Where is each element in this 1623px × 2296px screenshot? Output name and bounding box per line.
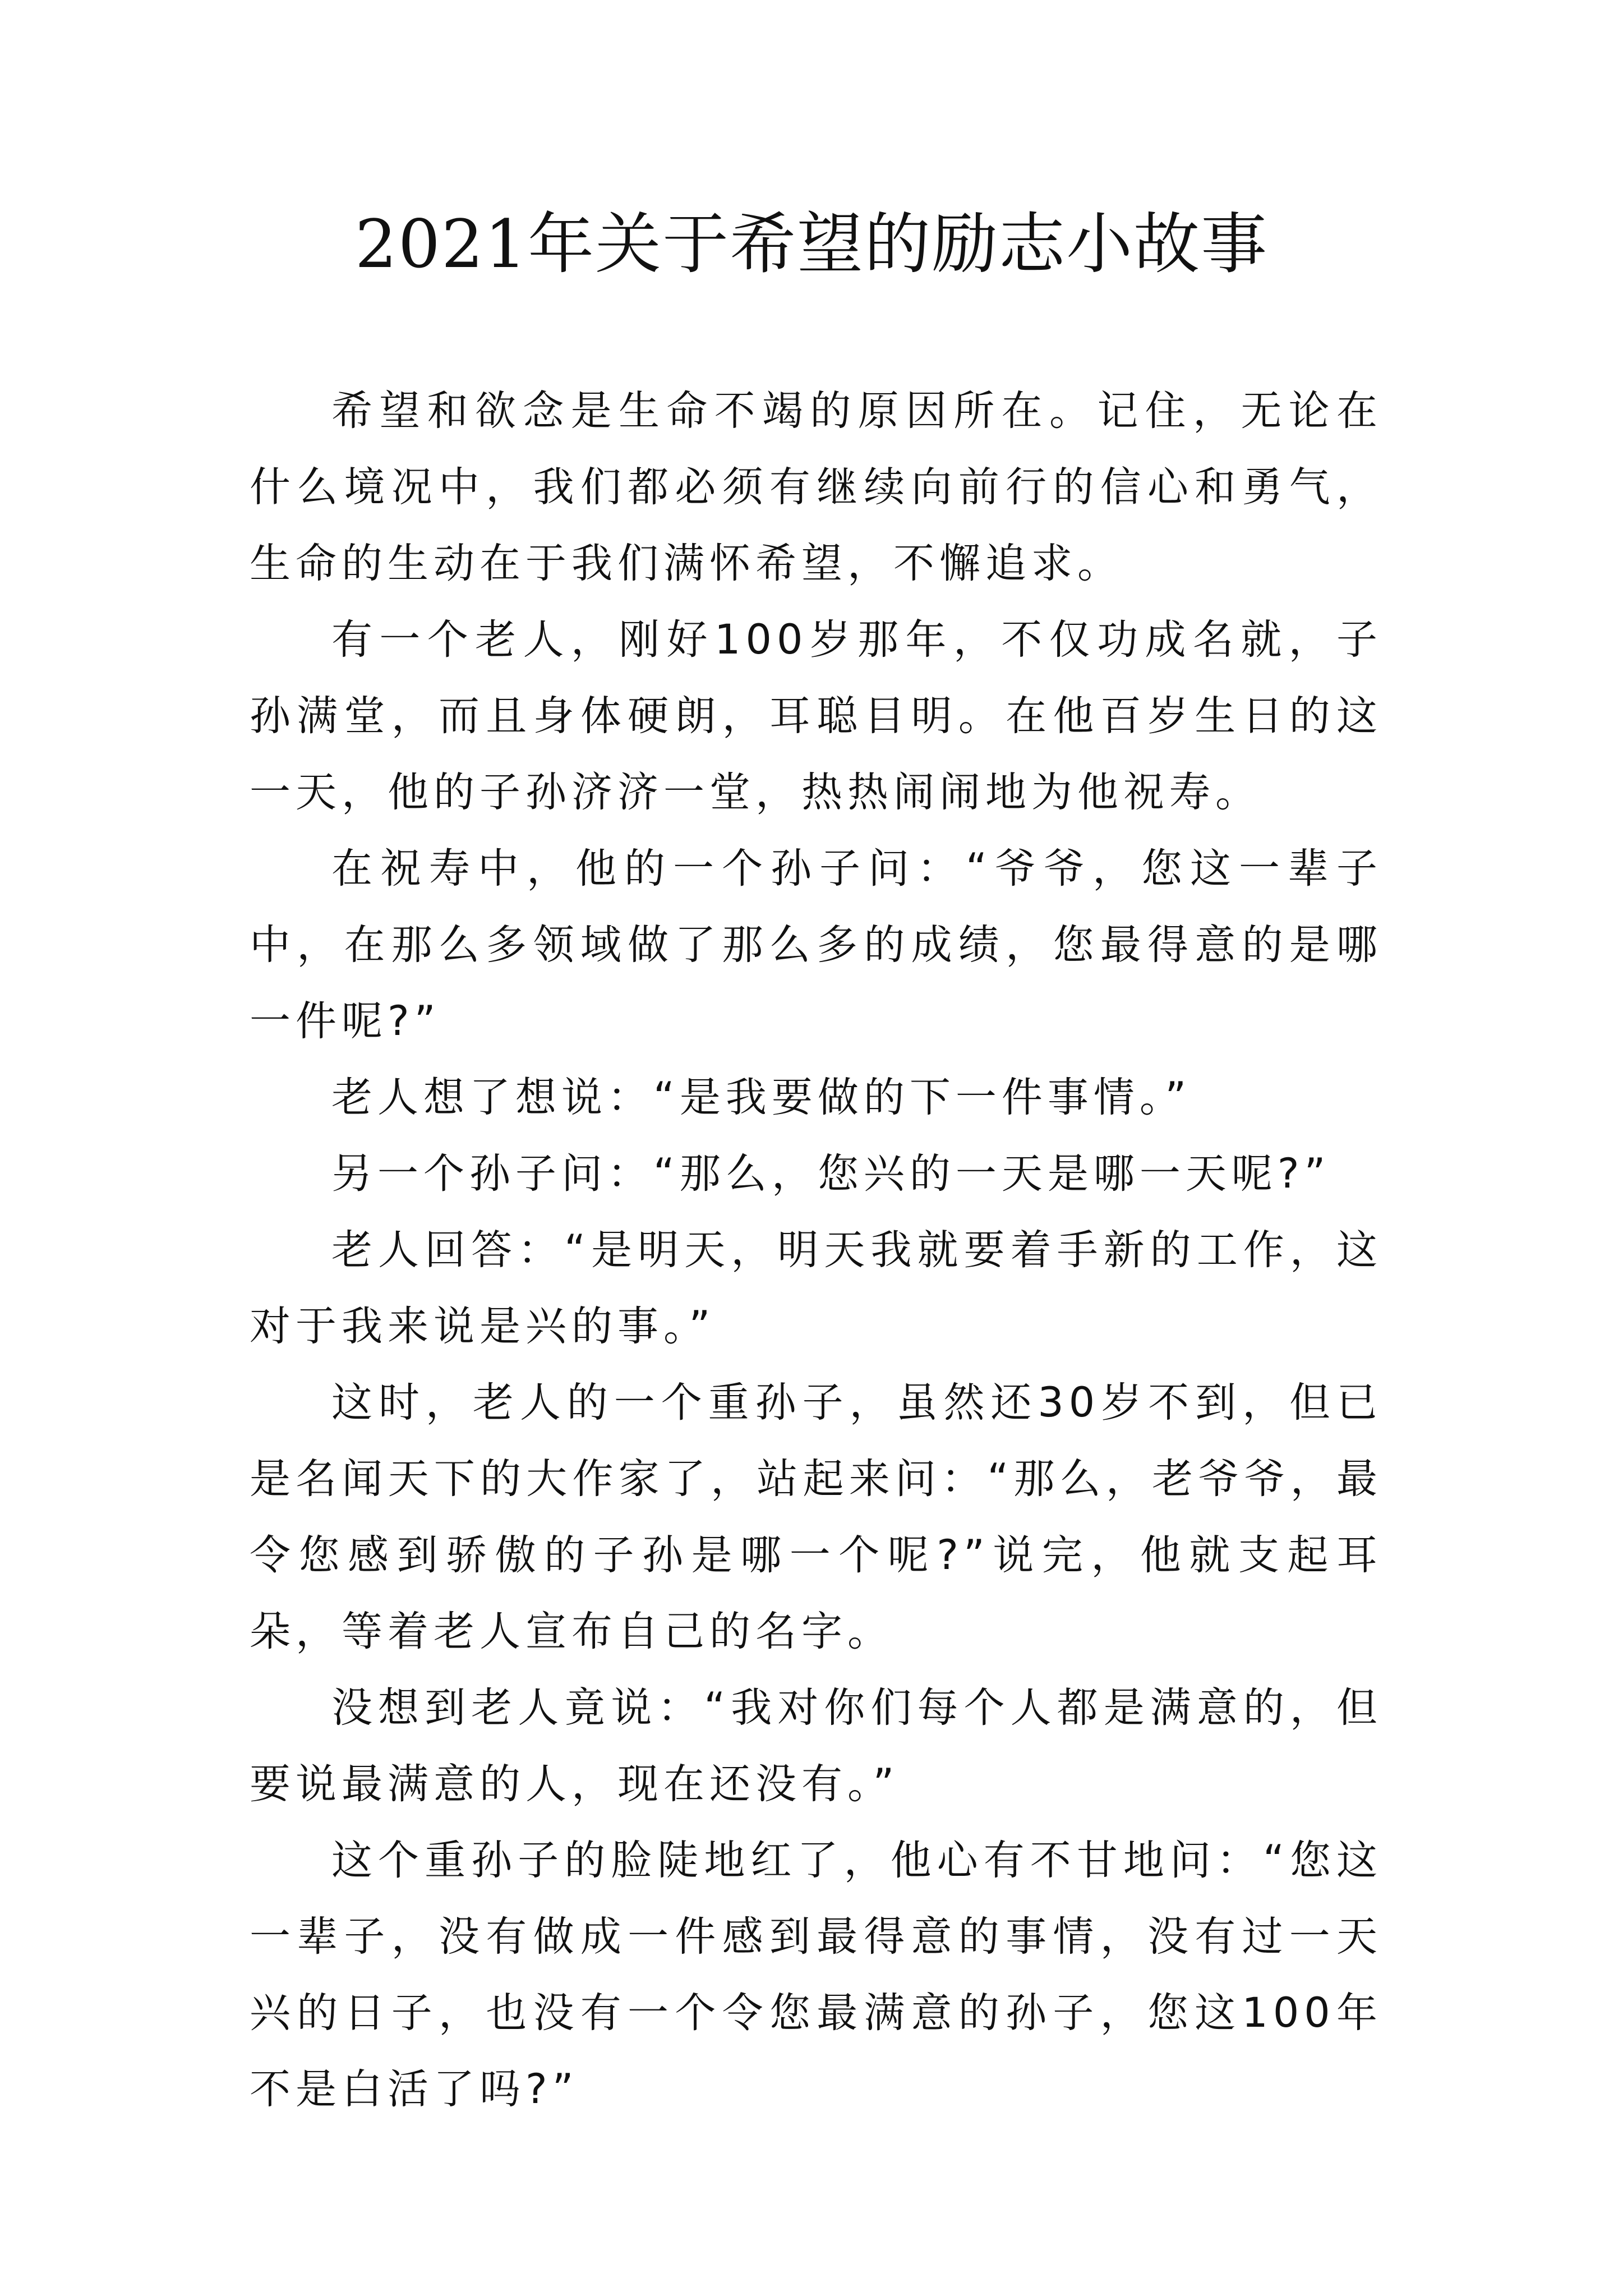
paragraph: 老人想了想说：“是我要做的下一件事情。” bbox=[331, 1074, 1192, 1121]
document-body bbox=[250, 373, 1382, 2128]
paragraph: 希望和欲念是生命不竭的原因所在。记住，无论在什么境况中，我们都必须有继续向前行的信心和勇气，生命的生动在于我们满怀希望，不懈追求。 bbox=[250, 387, 1382, 587]
paragraph: 这时，老人的一个重孙子，虽然还30岁不到，但已是名闻天下的大作家了，站起来问：“那么，老爷爷，最令您感到骄傲的子孙是哪一个呢?”说完，他就支起耳朵，等着老人宣布自己的名字。 bbox=[250, 1379, 1382, 1655]
document-title: 2021年关于希望的励志小故事 bbox=[354, 205, 1269, 283]
paragraph: 这个重孙子的脸陡地红了，他心有不甘地问：“您这一辈子，没有做成一件感到最得意的事情，没有过一天兴的日子，也没有一个令您最满意的孙子，您这100年不是白活了吗?” bbox=[250, 1837, 1382, 2113]
paragraph: 没想到老人竟说：“我对你们每个人都是满意的，但要说最满意的人，现在还没有。” bbox=[250, 1684, 1382, 1808]
paragraph: 另一个孙子问：“那么，您兴的一天是哪一天呢?” bbox=[331, 1150, 1331, 1198]
paragraph: 有一个老人，刚好100岁那年，不仅功成名就，子孙满堂，而且身体硬朗，耳聪目明。在他百岁生日的这一天，他的子孙济济一堂，热热闹闹地为他祝寿。 bbox=[250, 616, 1382, 816]
paragraph: 老人回答：“是明天，明天我就要着手新的工作，这对于我来说是兴的事。” bbox=[250, 1226, 1382, 1350]
paragraph: 在祝寿中，他的一个孙子问：“爷爷，您这一辈子中，在那么多领域做了那么多的成绩，您最得意的是哪一件呢?” bbox=[250, 845, 1382, 1045]
